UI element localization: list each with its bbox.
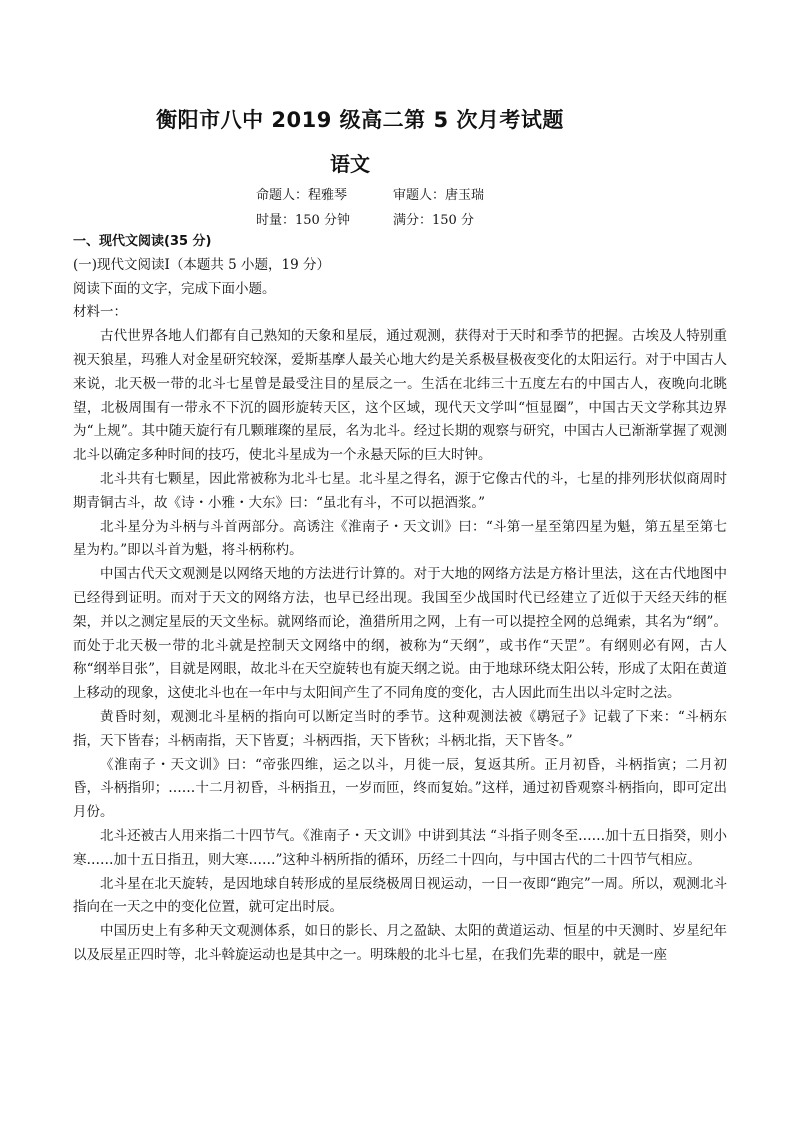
- reading-instruction: 阅读下面的文字，完成下面小题。: [73, 280, 276, 297]
- author-info: 命题人：程雅琴: [256, 188, 348, 203]
- paragraph: 中国古代天文观测是以网络天地的方法进行计算的。对于大地的网络方法是方格计里法，这在古代地图中已经得到证明。而对于天文的网络方法，也早已经出现。我国至少战国时代已经建立了近似于天经天纬的框架，并以之测定星辰的天文坐标。就网络而论，渔猎所用之网，上有一可以提控全网的总绳索，其名为“纲”。而处于北天极一带的北斗就是控制天文网络中的纲，被称为“天纲”，或书作“天罡”。有纲则必有网，古人称“纲举目张”，目就是网眼，故北斗在天空旋转也有旋天纲之说。由于地球环绕太阳公转，形成了太阳在黄道上移动的现象，这使北斗也在一年中与太阳间产生了不同角度的变化，古人因此而生出以斗定时之法。: [73, 566, 727, 702]
- time-info: 时量：150 分钟: [256, 213, 350, 228]
- paragraph: 北斗星分为斗柄与斗首两部分。高诱注《淮南子・天文训》曰：“斗第一星至第四星为魁，第五星至第七星为杓。”即以斗首为魁，将斗柄称杓。: [73, 518, 727, 559]
- reviewer-info: 审题人：唐玉瑞: [393, 188, 485, 203]
- sub-section-heading: (一)现代文阅读Ⅰ（本题共 5 小题，19 分）: [73, 256, 331, 273]
- score-info: 满分：150 分: [393, 213, 474, 228]
- paragraph: 北斗共有七颗星，因此常被称为北斗七星。北斗星之得名，源于它像古代的斗，七星的排列形状似商周时期青铜古斗，故《诗・小雅・大东》曰：“虽北有斗，不可以挹酒浆。”: [73, 470, 727, 511]
- subject-title: 语文: [330, 152, 370, 176]
- exam-title: 衡阳市八中 2019 级高二第 5 次月考试题: [156, 108, 564, 132]
- section-heading: 一、现代文阅读(35 分): [73, 234, 212, 249]
- paragraph: 黄昏时刻，观测北斗星柄的指向可以断定当时的季节。这种观测法被《鹖冠子》记载了下来：“斗柄东指，天下皆春；斗柄南指，天下皆夏；斗柄西指，天下皆秋；斗柄北指，天下皆冬。”: [73, 708, 727, 749]
- exam-body: [73, 230, 727, 968]
- paragraph: 中国历史上有多种天文观测体系，如日的影长、月之盈缺、太阳的黄道运动、恒星的中天测时、岁星纪年以及辰星正四时等，北斗斡旋运动也是其中之一。明珠般的北斗七星，在我们先辈的眼中，就是一座: [73, 923, 727, 963]
- paragraph: 古代世界各地人们都有自己熟知的天象和星辰，通过观测，获得对于天时和季节的把握。古埃及人特别重视天狼星，玛雅人对金星研究较深，爱斯基摩人最关心地大约是关系极昼极夜变化的太阳运行。对于中国古人来说，北天极一带的北斗七星曾是最受注目的星辰之一。生活在北纬三十五度左右的中国古人，夜晚向北眺望，北极周围有一带永不下沉的圆形旋转天区，这个区域，现代天文学叫“恒显圈”，中国古天文学称其边界为“上规”。其中随天旋行有几颗璀璨的星辰，名为北斗。经过长期的观察与研究，中国古人已渐渐掌握了观测北斗以确定多种时间的技巧，使北斗星成为一个永悬天际的巨大时钟。: [73, 328, 727, 464]
- paragraph: 北斗还被古人用来指二十四节气。《淮南子・天文训》中讲到其法 “斗指子则冬至……加十五日指癸，则小寒……加十五日指丑，则大寒……”这种斗柄所指的循环，历经二十四向，与中国古代的二十四节气相应。: [73, 827, 727, 868]
- paragraph: 《淮南子・天文训》曰：“帝张四维，运之以斗，月徙一辰，复返其所。正月初昏，斗柄指寅；二月初昏，斗柄指卯；……十二月初昏，斗柄指丑，一岁而匝，终而复始。”这样，通过初昏观察斗柄指向，即可定出月份。: [73, 756, 727, 821]
- material-label: 材料一：: [73, 304, 127, 321]
- paragraph: 北斗星在北天旋转，是因地球自转形成的星辰绕极周日视运动，一日一夜即“跑完”一周。所以，观测北斗指向在一天之中的变化位置，就可定出时辰。: [73, 875, 727, 916]
